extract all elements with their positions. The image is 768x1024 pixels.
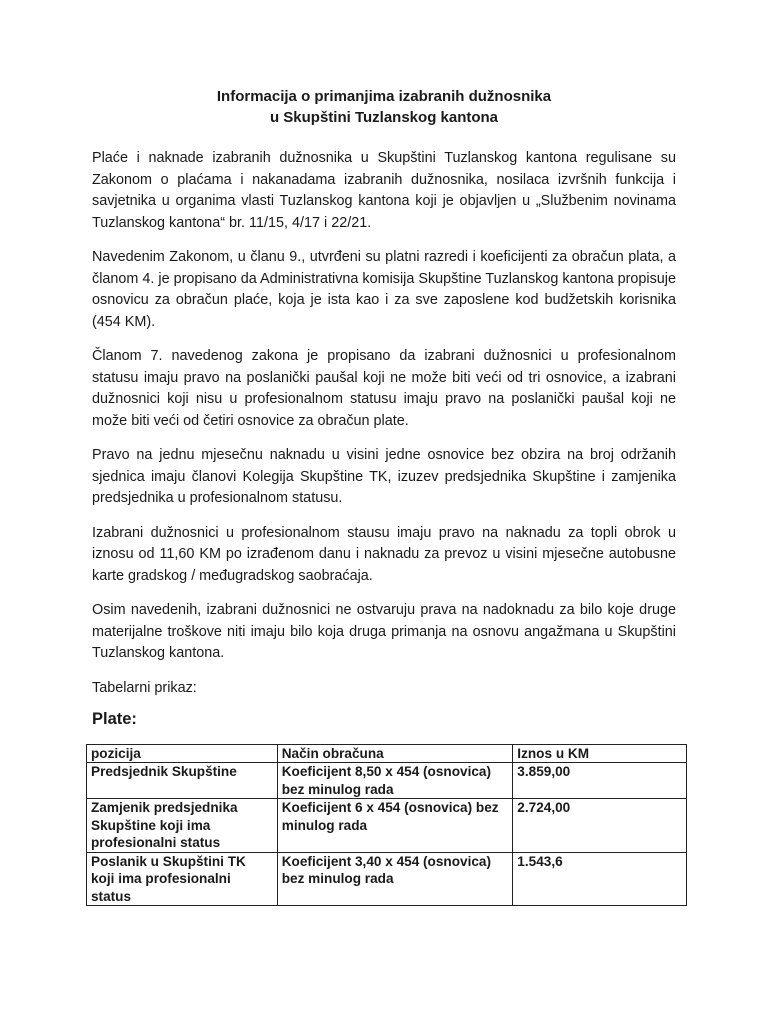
cell-amount: 1.543,6: [513, 852, 687, 906]
section-heading: Plate:: [92, 710, 137, 728]
title-line-1: Informacija o primanjima izabranih dužnosnika: [216, 88, 552, 105]
header-method: Način obračuna: [277, 744, 513, 763]
cell-method: Koeficijent 6 x 454 (osnovica) bez minulog rada: [277, 799, 513, 853]
table-row: [87, 763, 687, 799]
cell-position: Predsjednik Skupštine: [87, 763, 278, 799]
paragraph-4: Pravo na jednu mjesečnu naknadu u visini jedne osnovice bez obzira na broj održanih sjednica imaju članovi Kolegija Skupštine TK, izuzev predsjednika Skupštine i zamjenika predsjednika u profesionalnom statusu.: [92, 447, 676, 506]
salary-table: [86, 744, 687, 907]
table-row: [87, 799, 687, 853]
cell-method: Koeficijent 8,50 x 454 (osnovica) bez minulog rada: [277, 763, 513, 799]
cell-amount: 3.859,00: [513, 763, 687, 799]
header-amount: Iznos u KM: [513, 744, 687, 763]
header-position: pozicija: [87, 744, 278, 763]
paragraph-2: Navedenim Zakonom, u članu 9., utvrđeni su platni razredi i koeficijenti za obračun plata, a članom 4. je propisano da Administrativna komisija Skupštine Tuzlanskog kantona propisuje osnovicu za obračun plaće, koja je ista kao i za sve zaposlene kod budžetskih korisnika (454 KM).: [92, 249, 676, 330]
table-header-row: [87, 744, 687, 763]
document-title: [0, 86, 768, 128]
cell-method: Koeficijent 3,40 x 454 (osnovica) bez minulog rada: [277, 852, 513, 906]
table-caption: Tabelarni prikaz:: [92, 679, 197, 696]
paragraph-3: Članom 7. navedenog zakona je propisano da izabrani dužnosnici u profesionalnom statusu imaju pravo na poslanički paušal koji ne može biti veći od tri osnovice, a izabrani dužnosnici koji nisu u profesionalnom statusu imaju pravo na poslanički paušal koji ne može biti veći od četiri osnovice za obračun plate.: [92, 348, 676, 429]
paragraph-6: Osim navedenih, izabrani dužnosnici ne ostvaruju prava na nadoknadu za bilo koje druge materijalne troškove niti imaju bilo koja druga primanja na osnovu angažmana u Skupštini Tuzlanskog kantona.: [92, 602, 676, 661]
cell-position: Zamjenik predsjednika Skupštine koji ima profesionalni status: [87, 799, 278, 853]
cell-amount: 2.724,00: [513, 799, 687, 853]
table-row: [87, 852, 687, 906]
cell-position: Poslanik u Skupštini TK koji ima profesionalni status: [87, 852, 278, 906]
document-body: [92, 148, 676, 906]
paragraph-1: Plaće i naknade izabranih dužnosnika u Skupštini Tuzlanskog kantona regulisane su Zakonom o plaćama i nakanadama izabranih dužnosnika, nosilaca izvršnih funkcija i savjetnika u organima vlasti Tuzlanskog kantona koji je objavljen u „Službenim novinama Tuzlanskog kantona“ br. 11/15, 4/17 i 22/21.: [92, 150, 676, 231]
paragraph-5: Izabrani dužnosnici u profesionalnom stausu imaju pravo na naknadu za topli obrok u iznosu od 11,60 KM po izrađenom danu i naknadu za prevoz u visini mjesečne autobusne karte gradskog / međugradskog saobraćaja.: [92, 524, 676, 584]
title-line-2: u Skupštini Tuzlanskog kantona: [269, 109, 499, 126]
